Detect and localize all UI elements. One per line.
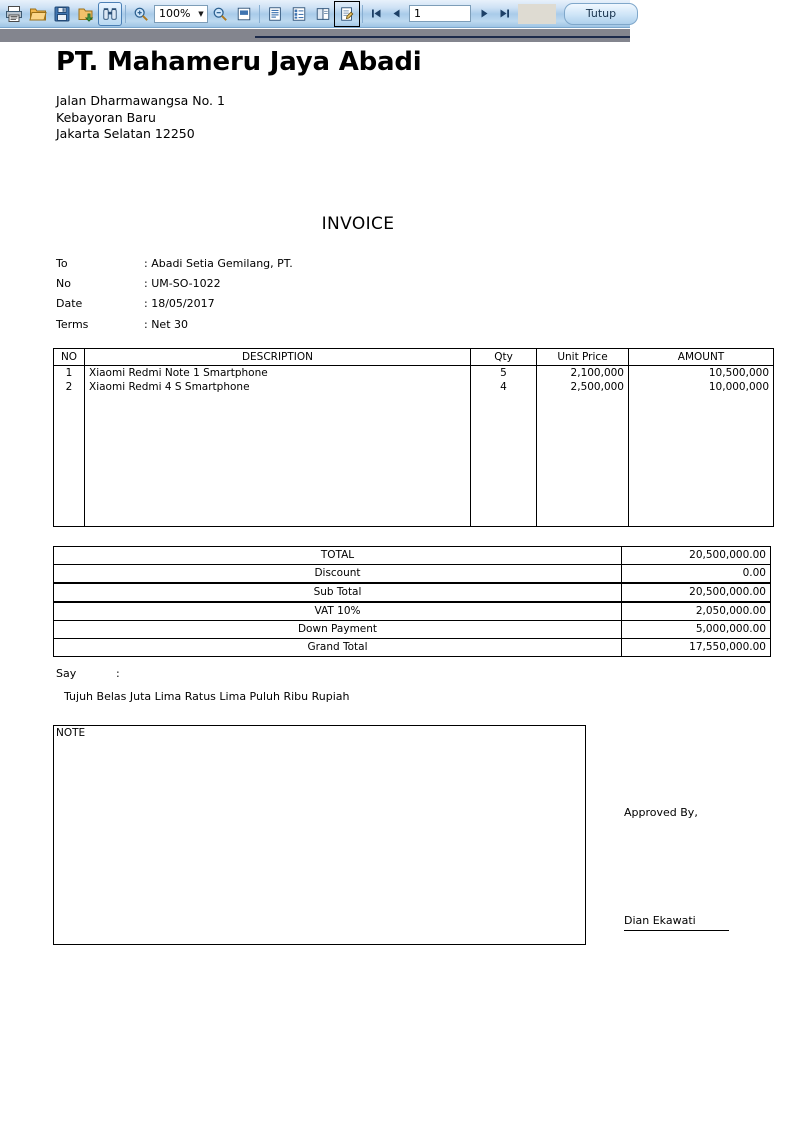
meta-row-to: [56, 257, 293, 270]
toolbar-separator: [362, 5, 363, 23]
totals-row-total: [54, 547, 771, 565]
page-title: INVOICE: [321, 214, 395, 234]
say-colon: :: [116, 667, 120, 680]
say-label-group: [56, 667, 120, 680]
company-address: [56, 93, 225, 143]
preview-background-band-left: [0, 29, 255, 42]
toolbar-separator: [259, 5, 260, 23]
zoom-in-icon[interactable]: [129, 2, 153, 26]
meta-value: : 18/05/2017: [144, 297, 215, 310]
page-number-input[interactable]: [409, 5, 471, 22]
cell-unit-price: 2,100,000: [537, 366, 629, 381]
totals-value: 20,500,000.00: [622, 583, 771, 602]
cell-description: Xiaomi Redmi Note 1 Smartphone: [85, 366, 471, 381]
filler-cell: [537, 394, 629, 527]
cell-description: Xiaomi Redmi 4 S Smartphone: [85, 380, 471, 394]
totals-label: Grand Total: [54, 639, 622, 657]
signature-line: [624, 930, 729, 931]
save-icon[interactable]: [50, 2, 74, 26]
totals-row-vat: [54, 602, 771, 621]
edit-page-icon[interactable]: [335, 2, 359, 26]
filler-cell: [85, 394, 471, 527]
totals-label: TOTAL: [54, 547, 622, 565]
preview-toolbar: [0, 0, 630, 28]
page-width-icon[interactable]: [263, 2, 287, 26]
zoom-level-value: 100%: [159, 7, 191, 20]
table-filler-row: [54, 394, 774, 527]
cell-no: 2: [54, 380, 85, 394]
table-row: [54, 366, 774, 381]
close-button[interactable]: [564, 3, 638, 25]
totals-row-discount: [54, 565, 771, 584]
company-name: PT. Mahameru Jaya Abadi: [56, 47, 422, 77]
multi-page-icon[interactable]: [287, 2, 311, 26]
meta-row-no: [56, 277, 221, 290]
page-setup-icon[interactable]: [311, 2, 335, 26]
chevron-down-icon[interactable]: ▼: [198, 9, 204, 18]
totals-value: 2,050,000.00: [622, 602, 771, 621]
totals-label: Discount: [54, 565, 622, 584]
cell-amount: 10,000,000: [629, 380, 774, 394]
totals-label: VAT 10%: [54, 602, 622, 621]
toolbar-spacer: [518, 4, 556, 24]
column-header-no: NO: [54, 349, 85, 366]
column-header-unit-price: Unit Price: [537, 349, 629, 366]
filler-cell: [54, 394, 85, 527]
totals-value: 17,550,000.00: [622, 639, 771, 657]
meta-label: Terms: [56, 318, 89, 331]
note-box: [53, 725, 586, 945]
address-line-3: Jakarta Selatan 12250: [56, 126, 195, 141]
export-icon[interactable]: [74, 2, 98, 26]
totals-value: 0.00: [622, 565, 771, 584]
next-page-icon[interactable]: [474, 3, 494, 25]
toolbar-separator: [125, 5, 126, 23]
page-top-border: [255, 36, 630, 38]
cell-qty: 4: [471, 380, 537, 394]
table-row: [54, 380, 774, 394]
totals-row-subtotal: [54, 583, 771, 602]
cell-qty: 5: [471, 366, 537, 381]
address-line-2: Kebayoran Baru: [56, 109, 156, 125]
print-icon[interactable]: [2, 2, 26, 26]
line-items-table: [53, 348, 774, 527]
cell-unit-price: 2,500,000: [537, 380, 629, 394]
totals-table: [53, 546, 771, 657]
search-binoculars-icon[interactable]: [98, 2, 122, 26]
meta-value: : Net 30: [144, 318, 189, 331]
approved-by-label: Approved By,: [624, 806, 698, 819]
meta-label: Date: [56, 297, 83, 310]
amount-in-words: Tujuh Belas Juta Lima Ratus Lima Puluh Ribu Rupiah: [64, 690, 350, 703]
open-folder-icon[interactable]: [26, 2, 50, 26]
meta-row-terms: [56, 318, 188, 331]
totals-value: 5,000,000.00: [622, 621, 771, 639]
cell-amount: 10,500,000: [629, 366, 774, 381]
totals-value: 20,500,000.00: [622, 547, 771, 565]
signer-name: Dian Ekawati: [624, 914, 696, 927]
column-header-qty: Qty: [471, 349, 537, 366]
zoom-level-combo[interactable]: [154, 5, 208, 23]
totals-row-down-payment: [54, 621, 771, 639]
column-header-amount: AMOUNT: [629, 349, 774, 366]
totals-label: Down Payment: [54, 621, 622, 639]
close-button-label: Tutup: [585, 7, 617, 20]
meta-value: : Abadi Setia Gemilang, PT.: [144, 257, 293, 270]
filler-cell: [629, 394, 774, 527]
whole-page-icon[interactable]: [232, 2, 256, 26]
last-page-icon[interactable]: [494, 3, 514, 25]
cell-no: 1: [54, 366, 85, 381]
zoom-out-icon[interactable]: [208, 2, 232, 26]
meta-label: No: [56, 277, 71, 290]
totals-label: Sub Total: [54, 583, 622, 602]
column-header-description: DESCRIPTION: [85, 349, 471, 366]
address-line-1: Jalan Dharmawangsa No. 1: [56, 93, 225, 108]
totals-row-grand-total: [54, 639, 771, 657]
note-label: NOTE: [56, 727, 86, 739]
table-header-row: [54, 349, 774, 366]
invoice-page: [0, 42, 794, 1123]
previous-page-icon[interactable]: [386, 3, 406, 25]
first-page-icon[interactable]: [366, 3, 386, 25]
page-number-value: 1: [414, 7, 421, 20]
filler-cell: [471, 394, 537, 527]
meta-row-date: [56, 297, 215, 310]
meta-value: : UM-SO-1022: [144, 277, 221, 290]
meta-label: To: [56, 257, 68, 270]
say-label: Say: [56, 667, 77, 680]
